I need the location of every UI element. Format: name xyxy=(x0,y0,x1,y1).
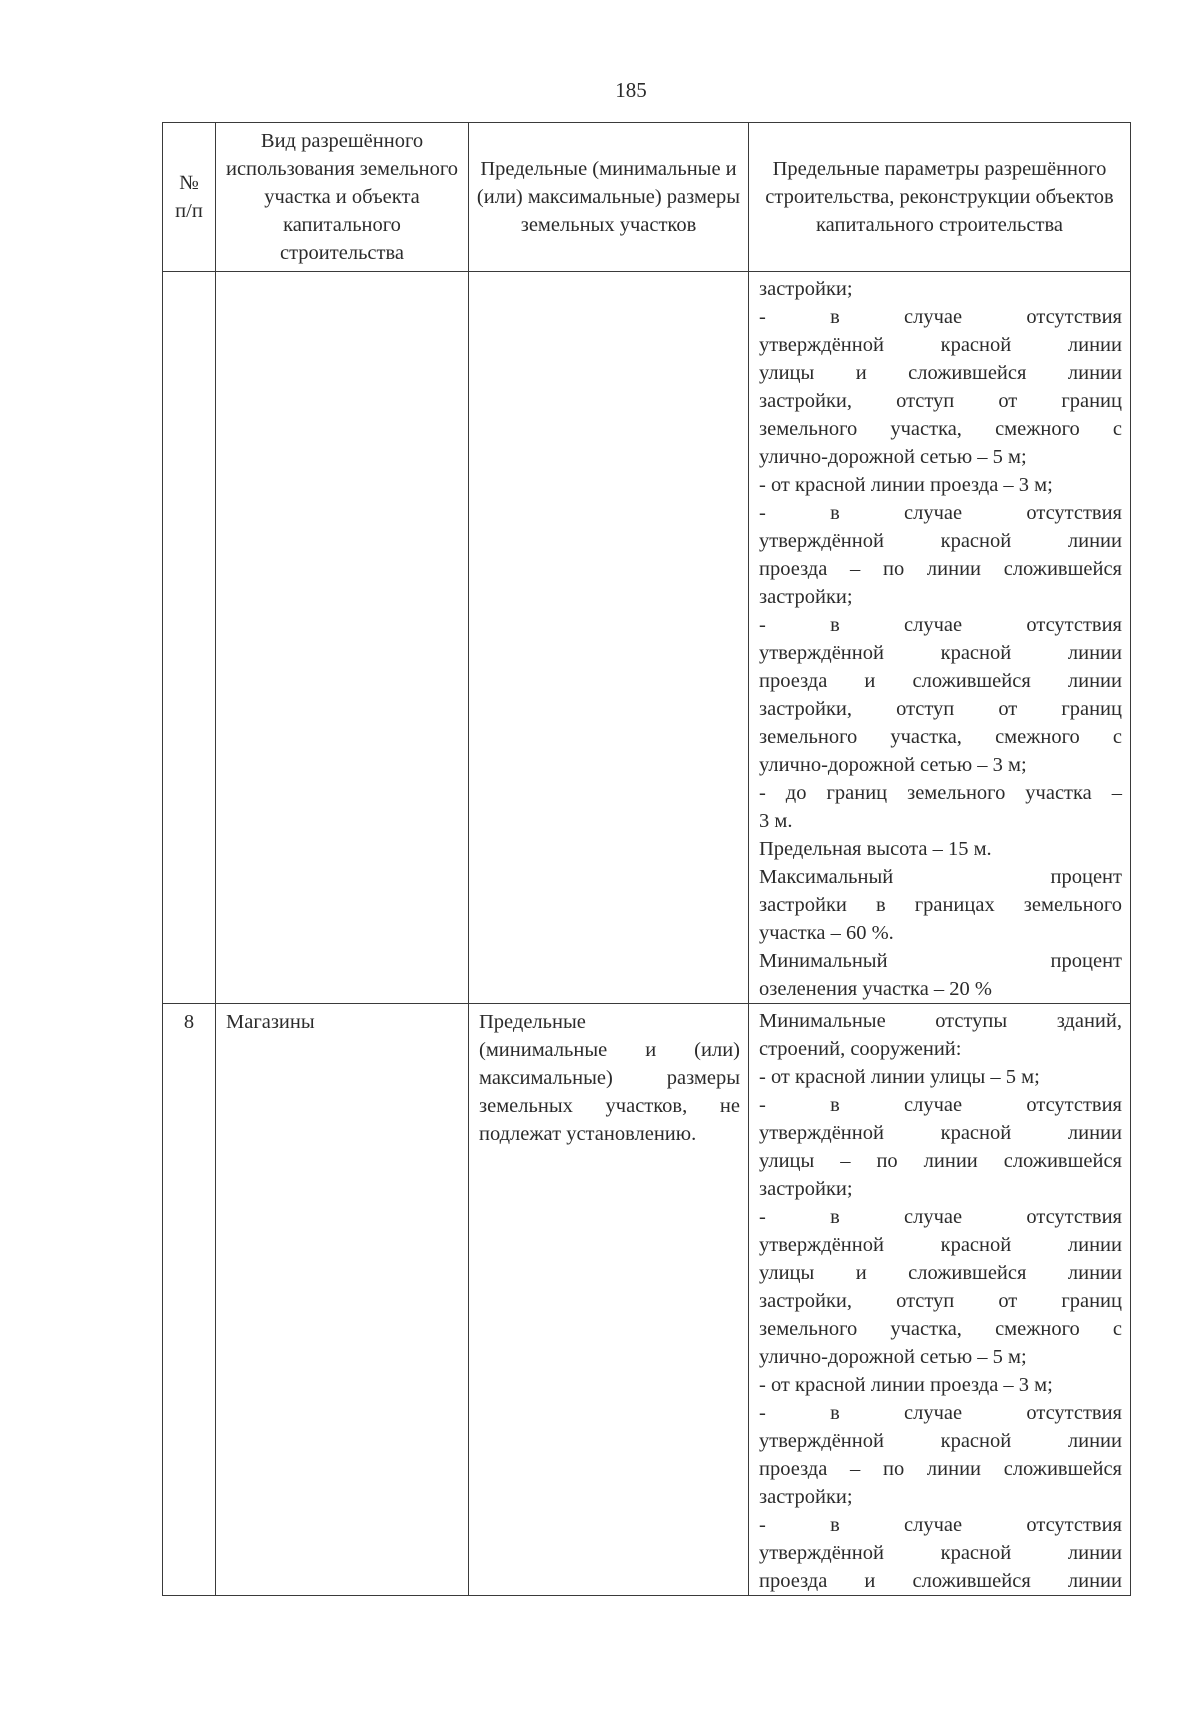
text-line: утверждённой красной линии xyxy=(759,1234,1122,1256)
text-line: Предельная высота – 15 м. xyxy=(759,838,992,860)
text-line: - в случае отсутствия xyxy=(759,1206,1122,1228)
text-line: утверждённой красной линии xyxy=(759,530,1122,552)
text-line: земельного участка, смежного с xyxy=(759,418,1122,440)
text-line: - в случае отсутствия xyxy=(759,614,1122,636)
text-line: земельного участка, смежного с xyxy=(759,1318,1122,1340)
text-line: застройки; xyxy=(759,1178,853,1200)
text-line: - в случае отсутствия xyxy=(759,1514,1122,1536)
text-line: - от красной линии проезда – 3 м; xyxy=(759,474,1053,496)
text-line: проезда и сложившейся линии xyxy=(759,1570,1122,1592)
cell-construction-params xyxy=(749,272,1131,1004)
text-line: - в случае отсутствия xyxy=(759,502,1122,524)
regulations-table xyxy=(162,122,1131,1596)
params-lines xyxy=(759,275,1122,1003)
text-line: - в случае отсутствия xyxy=(759,306,1122,328)
text-line: - в случае отсутствия xyxy=(759,1402,1122,1424)
text-line: утверждённой красной линии xyxy=(759,1122,1122,1144)
text-line: застройки в границах земельного xyxy=(759,894,1122,916)
text-line: - от красной линии проезда – 3 м; xyxy=(759,1374,1053,1396)
text-line: Максимальный процент xyxy=(759,866,1122,888)
text-line: проезда и сложившейся линии xyxy=(759,670,1122,692)
text-line: - от красной линии улицы – 5 м; xyxy=(759,1066,1040,1088)
text-line: улицы и сложившейся линии xyxy=(759,1262,1122,1284)
text-line: застройки; xyxy=(759,586,853,608)
text-line: улицы и сложившейся линии xyxy=(759,362,1122,384)
text-line: застройки; xyxy=(759,1486,853,1508)
text-line: озеленения участка – 20 % xyxy=(759,978,993,1000)
header-plot-size: Предельные (минимальные и (или) максимальные) размеры земельных участков xyxy=(469,123,749,272)
params-lines xyxy=(759,1007,1122,1595)
page-number: 185 xyxy=(615,78,647,102)
text-line: Предельные xyxy=(479,1011,586,1033)
text-line: застройки, отступ от границ xyxy=(759,390,1122,412)
text-line: участка – 60 %. xyxy=(759,922,894,944)
size-lines xyxy=(479,1008,740,1148)
header-number: № п/п xyxy=(163,123,216,272)
text-line: утверждённой красной линии xyxy=(759,334,1122,356)
text-line: - в случае отсутствия xyxy=(759,1094,1122,1116)
table-row-8 xyxy=(163,1004,1131,1596)
text-line: подлежат установлению. xyxy=(479,1123,697,1145)
text-line: - до границ земельного участка – xyxy=(759,782,1122,804)
text-line: максимальные) размеры xyxy=(479,1067,740,1089)
text-line: улично-дорожной сетью – 5 м; xyxy=(759,1346,1027,1368)
text-line: утверждённой красной линии xyxy=(759,642,1122,664)
text-line: улично-дорожной сетью – 5 м; xyxy=(759,446,1027,468)
header-construction-params: Предельные параметры разрешённого строительства, реконструкции объектов капитального строительства xyxy=(749,123,1131,272)
text-line: застройки; xyxy=(759,278,853,300)
text-line: улицы – по линии сложившейся xyxy=(759,1150,1122,1172)
cell-plot-size xyxy=(469,1004,749,1596)
text-line: застройки, отступ от границ xyxy=(759,698,1122,720)
table-header-row xyxy=(163,123,1131,272)
cell-use-type: Магазины xyxy=(216,1004,469,1596)
text-line: Минимальные отступы зданий, xyxy=(759,1010,1122,1032)
text-line: застройки, отступ от границ xyxy=(759,1290,1122,1312)
text-line: (минимальные и (или) xyxy=(479,1039,740,1061)
text-line: утверждённой красной линии xyxy=(759,1430,1122,1452)
cell-construction-params xyxy=(749,1004,1131,1596)
cell-number: 8 xyxy=(163,1004,216,1596)
text-line: земельных участков, не xyxy=(479,1095,740,1117)
text-line: земельного участка, смежного с xyxy=(759,726,1122,748)
cell-plot-size xyxy=(469,272,749,1004)
text-line: 3 м. xyxy=(759,810,793,832)
text-line: строений, сооружений: xyxy=(759,1038,962,1060)
text-line: утверждённой красной линии xyxy=(759,1542,1122,1564)
text-line: улично-дорожной сетью – 3 м; xyxy=(759,754,1027,776)
text-line: проезда – по линии сложившейся xyxy=(759,1458,1122,1480)
table-row-continued xyxy=(163,272,1131,1004)
cell-use-type xyxy=(216,272,469,1004)
text-line: Минимальный процент xyxy=(759,950,1122,972)
header-use-type: Вид разрешённого использования земельного участка и объекта капитального строительства xyxy=(216,123,469,272)
text-line: проезда – по линии сложившейся xyxy=(759,558,1122,580)
cell-number xyxy=(163,272,216,1004)
